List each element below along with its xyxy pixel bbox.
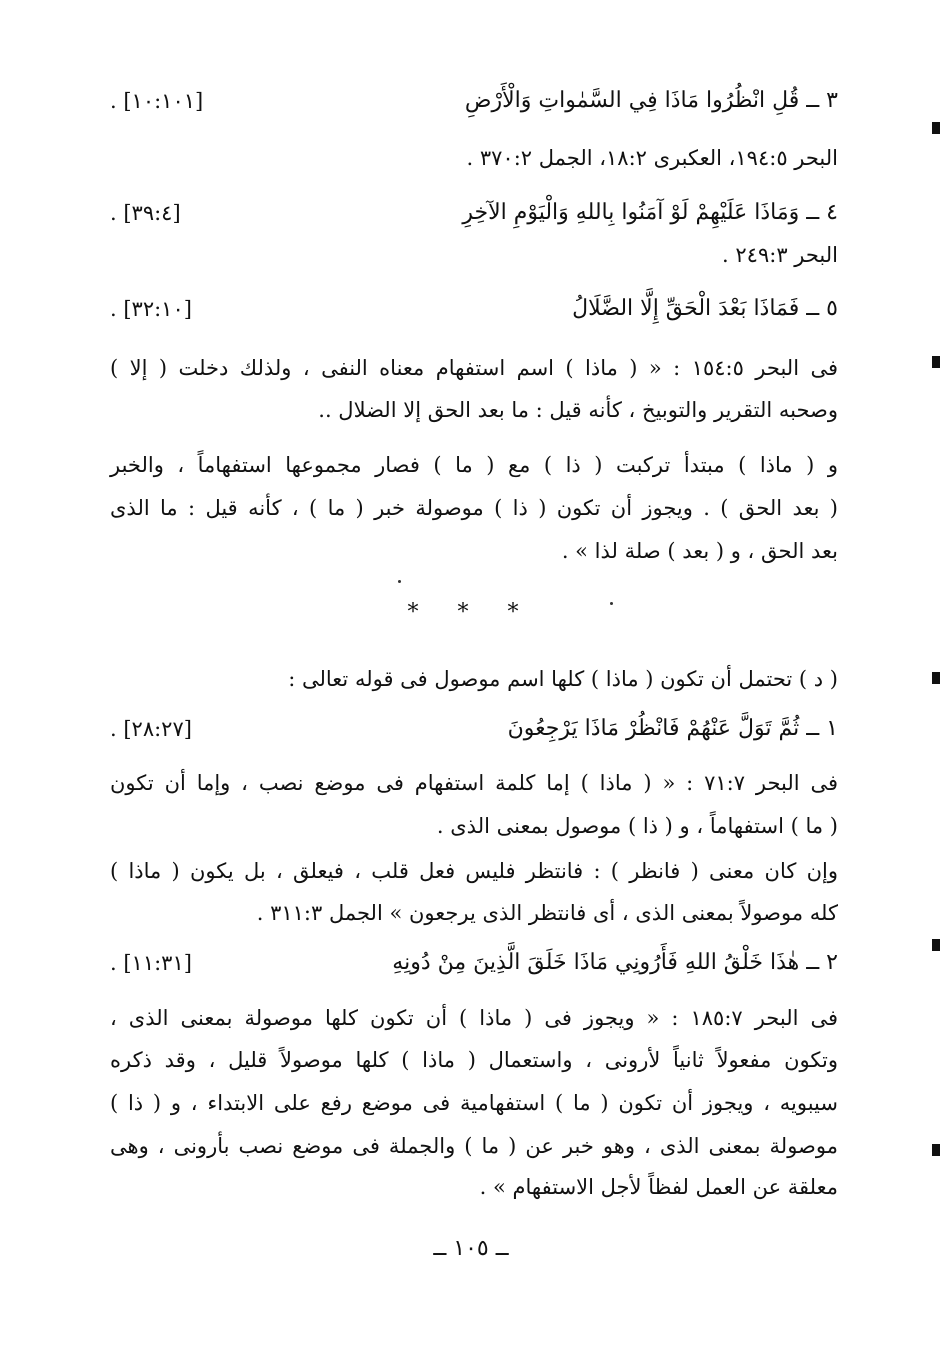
verse-reference: . [٢٨:٢٧] — [110, 717, 192, 741]
page-number: ــ ١٠٥ ــ — [433, 1236, 509, 1261]
verse-text: ٤ ــ وَمَاذَا عَلَيْهِمْ لَوْ آمَنُوا بِاللهِ وَالْيَوْمِ الآخِرِ — [462, 200, 838, 225]
paragraph-line: فى البحر ٧١:٧ : « ( ماذا ) إما كلمة استفهام فى موضع نصب ، وإما أن تكون — [110, 771, 838, 795]
scan-edge-mark — [932, 356, 940, 368]
paragraph-line: سيبويه ، ويجوز أن تكون ( ما ) استفهامية فى موضع رفع على الابتداء ، و ( ذا ) — [110, 1091, 838, 1115]
paragraph-line: كله موصولاً بمعنى الذى ، أى فانتظر الذى يرجعون » الجمل ٣١١:٣ . — [256, 901, 838, 925]
verse-reference: . [٣٢:١٠] — [110, 297, 192, 321]
paragraph-line: موصولة بمعنى الذى ، وهو خبر عن ( ما ) والجملة فى موضع نصب بأرونى ، وهى — [110, 1134, 838, 1158]
verse-text: ١ ــ ثُمَّ تَوَلَّ عَنْهُمْ فَانْظُرْ مَاذَا يَرْجِعُونَ — [507, 716, 838, 741]
source-citation: البحر ٢٤٩:٣ . — [722, 243, 838, 267]
verse-entry-d2 — [110, 946, 838, 980]
paragraph-line: ( ما ) استفهاماً ، و ( ذا ) موصول بمعنى الذى . — [436, 814, 838, 838]
scan-speck — [398, 580, 401, 583]
verse-entry-4 — [110, 196, 838, 230]
paragraph-line: معلقة عن العمل لفظاً لأجل الاستفهام » . — [479, 1175, 838, 1199]
section-separator: * * * — [407, 600, 535, 625]
source-citation: البحر ١٩٤:٥، العكبرى ١٨:٢، الجمل ٣٧٠:٢ . — [466, 146, 838, 170]
verse-text: ٢ ــ هٰذَا خَلْقُ اللهِ فَأَرُونِي مَاذَا خَلَقَ الَّذِينَ مِنْ دُونِهِ — [392, 950, 838, 975]
paragraph-line: وإن كان معنى ( فانظر ) : فانتظر فليس فعل قلب ، فيعلق ، بل يكون ( ماذا ) — [110, 859, 838, 883]
paragraph-line: فى البحر ١٥٤:٥ : « ( ماذا ) اسم استفهام معناه النفى ، ولذلك دخلت ( إلا ) — [110, 356, 838, 380]
paragraph-line: ( بعد الحق ) . ويجوز أن تكون ( ذا ) موصولة خبر ( ما ) ، كأنه قيل : ما الذى — [110, 496, 838, 520]
verse-entry-3 — [110, 84, 838, 118]
verse-reference: . [١٠:١٠١] — [110, 89, 204, 113]
verse-entry-d1 — [110, 712, 838, 746]
verse-text: ٣ ــ قُلِ انْظُرُوا مَاذَا فِي السَّمٰواتِ وَالْأَرْضِ — [464, 88, 838, 113]
verse-entry-5 — [110, 292, 838, 326]
paragraph-line: وتكون مفعولاً ثانياً لأرونى ، واستعمال ( ماذا ) كلها موصولاً قليل ، وقد ذكره — [110, 1048, 838, 1072]
verse-reference: . [٣٩:٤] — [110, 201, 181, 225]
verse-text: ٥ ــ فَمَاذَا بَعْدَ الْحَقِّ إِلَّا الضَّلَالُ — [572, 296, 838, 321]
scan-edge-mark — [932, 672, 940, 684]
section-heading: ( د ) تحتمل أن تكون ( ماذا ) كلها اسم موصول فى قوله تعالى : — [288, 667, 838, 691]
scan-edge-mark — [932, 939, 940, 951]
paragraph-line: فى البحر ١٨٥:٧ : « ويجوز فى ( ماذا ) أن تكون كلها موصولة بمعنى الذى ، — [110, 1006, 838, 1030]
scan-edge-mark — [932, 122, 940, 134]
scan-speck — [610, 602, 613, 605]
scan-edge-mark — [932, 1144, 940, 1156]
paragraph-line: و ( ماذا ) مبتدأ تركبت ( ذا ) مع ( ما ) فصار مجموعها استفهاماً ، والخبر — [110, 453, 838, 477]
verse-reference: . [١١:٣١] — [110, 951, 192, 975]
paragraph-line: وصحبه التقرير والتوبيخ ، كأنه قيل : ما بعد الحق إلا الضلال .. — [318, 398, 838, 422]
paragraph-line: بعد الحق ، و ( بعد ) صلة لذا » . — [561, 539, 838, 563]
